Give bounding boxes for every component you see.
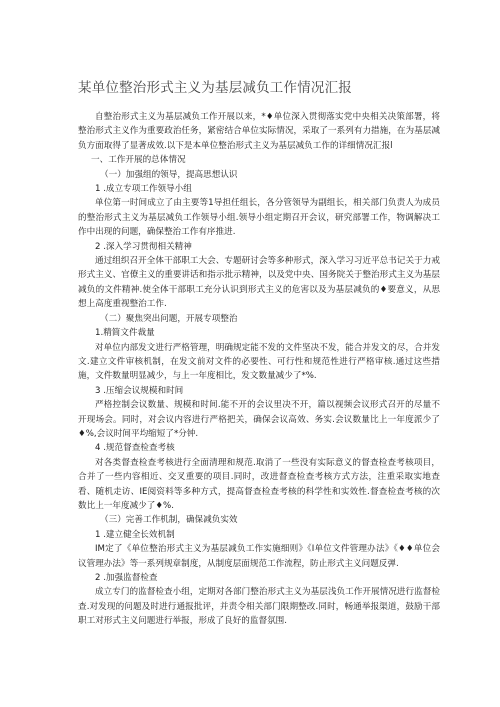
item-heading-2-1: 1.精简文件裁量	[95, 328, 155, 339]
subsection-heading-1: （一）加强组的领导，提高思想认识	[100, 169, 238, 180]
item-heading-1-2: 2 .深入学习贯彻相关精神	[95, 241, 192, 252]
item-heading-1-1: 1 .成立专项工作领导小组	[95, 184, 192, 195]
paragraph-7: 成立专门的监督检查小组，定期对各部门整治形式主义为基层浅负工作开展情况进行监督检查.对发现的问题及时进行通报批评，并责令相关部门限期整改.同时，畅通举报渠道，鼓励干部职工对形式主义问题进行举报，形成了良好的监督氛围.	[78, 587, 440, 627]
paragraph-2: 通过组织召开全体干部职工大会、专题研讨会等多种形式，深入学习习近平总书记关于力戒形式主义、官僚主义的重要讲话和指示批示精神，以及党中央、国务院关于整治形式主义为基层减负的文件精神.使全体干部职工充分认识到形式主义的危害以及为基层减负的♦要意义，从思想上高度重视整治工作.	[78, 256, 440, 310]
intro-paragraph: 自整治形式主义为基层减负工作开展以来，*♦单位深入贯彻落实党中央相关决策部署，将整治形式主义作为重要政治任务，紧密结合单位实际情况，采取了一系列有力措施，在为基层减负方面取得了显著成效.以下是本单位整治形式主义为基层减负工作的详细情况汇报l	[78, 112, 440, 151]
subsection-heading-3: （三）完善工作机制，确保减负实效	[100, 515, 238, 526]
document-body	[78, 110, 440, 629]
paragraph-1: 单位第一时间成立了由主要等1导担任组长，各分管领导为副组长，相关部门负责人为成员的整治形式主义为基层减负工作领导小组.领导小组定期召开会议，研究部署工作，物调解决工作中出现的问题，确保整治工作有序推进.	[78, 198, 440, 238]
paragraph-6: IM定了《单位整治形式主义为基层减负工作实施细则》《I单位文件管理办法》《♦♦单位会议管理办法》等一系列规章制度，从制度层面规范工作流程，防止形式主义问题反弹.	[78, 544, 440, 569]
item-heading-2-3: 4 .规范督查检查考核	[95, 443, 175, 454]
section-heading-1: 一、工作开展的总体情况	[91, 155, 186, 166]
subsection-heading-2: （二）聚焦突出问题，开展专项整治	[100, 313, 238, 324]
item-heading-3-1: 1 .建立健全长效机制	[95, 529, 175, 540]
document-title: 某单位整治形式主义为基层减负工作情况汇报	[78, 80, 352, 96]
paragraph-4: 严格控制会议数量、规模和时间.能不开的会议里决不开，篇以视频会议形式召开的尽量不开现场会。同时，对会议内容进行严格把关，确保会议高效、务实.会议数量比上一年度派少了♦%,会议时间平均缩短了*分钟.	[78, 400, 440, 439]
paragraph-3: 对单位内部发文进行严格管理，明确规定能不发的文件坚决不发，能合并发文的尽，合并发文.建立文件审核机制，在发文前对文件的必要性、可行性和规范性进行严格审核.通过这些措施，文件数量明显减少，与上一年度相比，发文数量减少了*%.	[78, 342, 440, 382]
item-heading-2-2: 3 .压缩会议规模和时间	[95, 385, 184, 396]
paragraph-5: 对各类督查检查考核进行全面清理和规范.取消了一些没有实际意义的督查检查考核项目，合并了一些内容相近、交叉重要的项目.同时，改进督查检查考核方式方法，注重采取实地查看、随机走访、IE阅资料等多种方式，提高督查检查考核的科学性和实效性.督查检查考核的次数比上一年度减少了♦%.	[78, 457, 440, 511]
item-heading-3-2: 2 .加强监督检查	[95, 573, 158, 583]
